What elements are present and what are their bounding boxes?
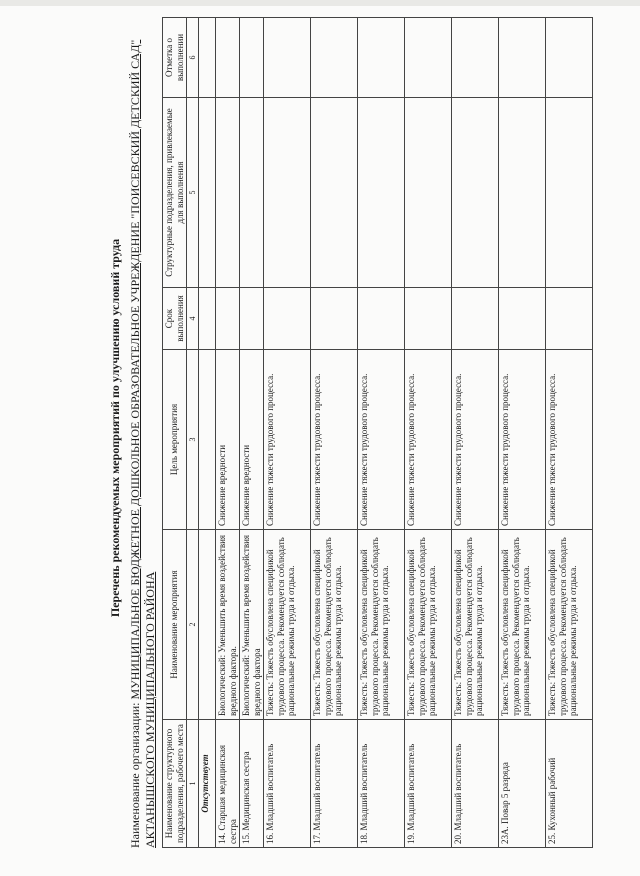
departments-cell: [499, 98, 546, 288]
measure-cell: Биологический: Уменьшить время воздействия вредного фактора: [240, 530, 264, 720]
table-row: [216, 18, 240, 848]
departments-cell: [405, 98, 452, 288]
measure-cell: Биологический: Уменьшить время воздействия вредного фактора.: [216, 530, 240, 720]
departments-cell: [311, 98, 358, 288]
workplace-cell: 17. Младший воспитатель: [311, 720, 358, 848]
completion-cell: [358, 18, 405, 98]
measure-cell: Тяжесть: Тяжесть обусловлена спецификой трудового процесса. Рекомендуется соблюдать рациональные режимы труда и отдыха.: [452, 530, 499, 720]
header-workplace: Наименование структурного подразделения, рабочего места: [163, 720, 187, 848]
completion-cell: [311, 18, 358, 98]
table-row: [311, 18, 358, 848]
measures-table: [162, 17, 593, 848]
workplace-cell: 14. Старшая медицинская сестра: [216, 720, 240, 848]
rotated-document-page: [108, 8, 628, 848]
table-row: [499, 18, 546, 848]
departments-cell: [546, 98, 593, 288]
header-row: [163, 18, 187, 848]
header-measure: Наименование мероприятия: [163, 530, 187, 720]
header-deadline: Срок выполнения: [163, 288, 187, 350]
measure-cell: Тяжесть: Тяжесть обусловлена спецификой трудового процесса. Рекомендуется соблюдать рациональные режимы труда и отдыха.: [358, 530, 405, 720]
table-row: [358, 18, 405, 848]
deadline-cell: [216, 288, 240, 350]
column-number: 2: [187, 530, 199, 720]
deadline-cell: [499, 288, 546, 350]
header-departments: Структурные подразделения, привлекаемые для выполнения: [163, 98, 187, 288]
workplace-cell: 25. Кухонный рабочий: [546, 720, 593, 848]
goal-cell: Снижение тяжести трудового процесса.: [405, 350, 452, 530]
deadline-cell: [264, 288, 311, 350]
deadline-cell: [311, 288, 358, 350]
table-row: [405, 18, 452, 848]
completion-cell: [452, 18, 499, 98]
goal-cell: Снижение тяжести трудового процесса.: [311, 350, 358, 530]
header-completion-mark: Отметка о выполнении: [163, 18, 187, 98]
organization-name: МУНИЦИПАЛЬНОЕ БЮДЖЕТНОЕ ДОШКОЛЬНОЕ ОБРАЗОВАТЕЛЬНОЕ УЧРЕЖДЕНИЕ "ПОИСЕВСКИЙ ДЕТСКИЙ САД" АКТАНЫШСКОГО МУНИЦИПАЛЬНОГО РАЙОНА: [128, 39, 157, 848]
goal-cell: Снижение тяжести трудового процесса.: [546, 350, 593, 530]
goal-cell: Снижение тяжести трудового процесса.: [358, 350, 405, 530]
section-row: [199, 18, 216, 848]
completion-cell: [240, 18, 264, 98]
workplace-cell: 15. Медицинская сестра: [240, 720, 264, 848]
column-number: 5: [187, 98, 199, 288]
goal-cell: Снижение вредности: [216, 350, 240, 530]
document-title: Перечень рекомендуемых мероприятий по улучшению условий труда: [108, 238, 122, 618]
departments-cell: [452, 98, 499, 288]
goal-cell: Снижение тяжести трудового процесса.: [499, 350, 546, 530]
goal-cell: Снижение вредности: [240, 350, 264, 530]
completion-cell: [405, 18, 452, 98]
table-row: [264, 18, 311, 848]
deadline-cell: [546, 288, 593, 350]
deadline-cell: [405, 288, 452, 350]
workplace-cell: 23А. Повар 5 разряда: [499, 720, 546, 848]
table-row: [240, 18, 264, 848]
completion-cell: [499, 18, 546, 98]
workplace-cell: 19. Младший воспитатель: [405, 720, 452, 848]
workplace-cell: 16. Младший воспитатель: [264, 720, 311, 848]
column-number: 1: [187, 720, 199, 848]
departments-cell: [264, 98, 311, 288]
header-goal: Цель мероприятия: [163, 350, 187, 530]
measure-cell: Тяжесть: Тяжесть обусловлена спецификой трудового процесса. Рекомендуется соблюдать рациональные режимы труда и отдыха.: [405, 530, 452, 720]
workplace-cell: 18. Младший воспитатель: [358, 720, 405, 848]
workplace-cell: 20. Младший воспитатель: [452, 720, 499, 848]
departments-cell: [216, 98, 240, 288]
column-number-row: [187, 18, 199, 848]
deadline-cell: [358, 288, 405, 350]
departments-cell: [358, 98, 405, 288]
departments-cell: [240, 98, 264, 288]
measure-cell: Тяжесть: Тяжесть обусловлена спецификой трудового процесса. Рекомендуется соблюдать рациональные режимы труда и отдыха.: [546, 530, 593, 720]
organization-prefix: Наименование организации:: [128, 699, 142, 848]
measure-cell: Тяжесть: Тяжесть обусловлена спецификой трудового процесса. Рекомендуется соблюдать рациональные режимы труда и отдыха.: [499, 530, 546, 720]
organization-line: [128, 8, 158, 848]
column-number: 4: [187, 288, 199, 350]
goal-cell: Снижение тяжести трудового процесса.: [264, 350, 311, 530]
scan-edge: [0, 0, 640, 6]
measure-cell: Тяжесть: Тяжесть обусловлена спецификой трудового процесса. Рекомендуется соблюдать рациональные режимы труда и отдыха.: [264, 530, 311, 720]
table-row: [452, 18, 499, 848]
table-row: [546, 18, 593, 848]
deadline-cell: [452, 288, 499, 350]
measure-cell: Тяжесть: Тяжесть обусловлена спецификой трудового процесса. Рекомендуется соблюдать рациональные режимы труда и отдыха.: [311, 530, 358, 720]
deadline-cell: [240, 288, 264, 350]
goal-cell: Снижение тяжести трудового процесса.: [452, 350, 499, 530]
completion-cell: [264, 18, 311, 98]
column-number: 6: [187, 18, 199, 98]
column-number: 3: [187, 350, 199, 530]
section-label: Отсутствует: [199, 720, 216, 848]
completion-cell: [216, 18, 240, 98]
completion-cell: [546, 18, 593, 98]
